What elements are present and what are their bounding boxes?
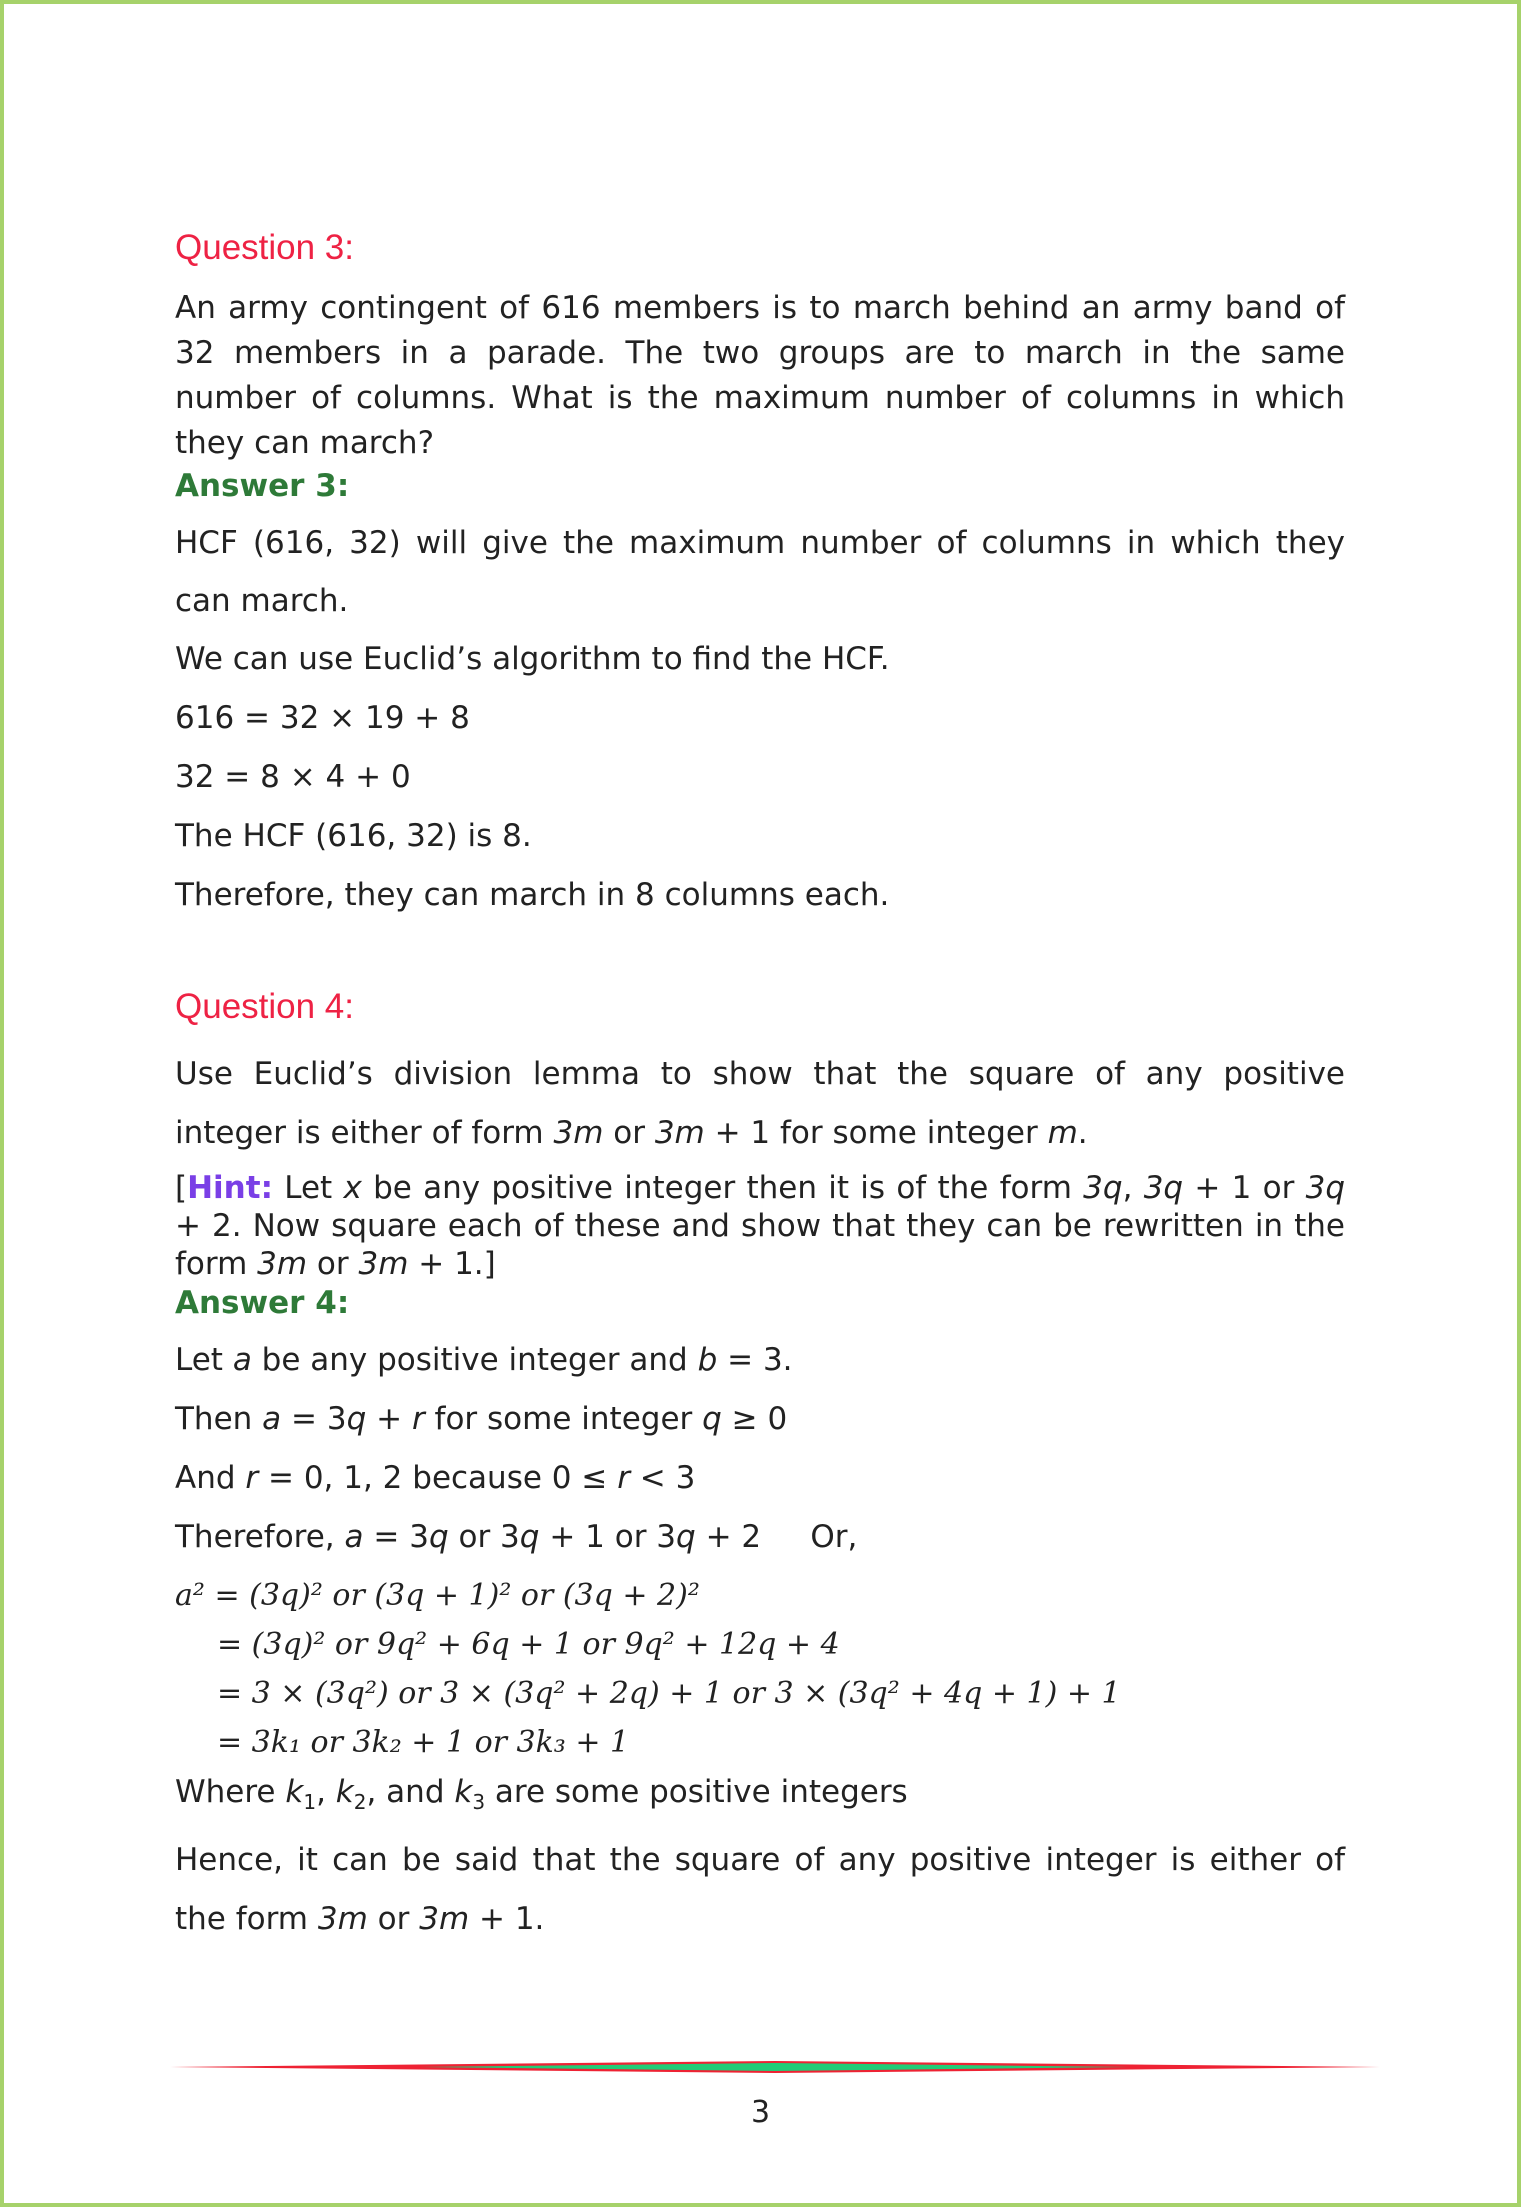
hint-text: [Hint: Let x be any positive integer then it is of the form 3q, 3q + 1 or 3q + 2. Now square each of these and show that they can be rewritten in the form 3m or 3m + 1.] bbox=[175, 1170, 1345, 1282]
math-derivation bbox=[175, 1571, 1345, 1767]
math-line: = (3q)² or 9q² + 6q + 1 or 9q² + 12q + 4 bbox=[217, 1627, 840, 1662]
math-line: = 3 × (3q²) or 3 × (3q² + 2q) + 1 or 3 × (3q² + 4q + 1) + 1 bbox=[217, 1676, 1121, 1711]
answer-4-line: Then a = 3q + r for some integer q ≥ 0 bbox=[175, 1401, 788, 1437]
question-4-heading: Question 4: bbox=[175, 987, 354, 1026]
question-3-heading: Question 3: bbox=[175, 228, 354, 267]
answer-4-line: Therefore, a = 3q or 3q + 1 or 3q + 2 Or, bbox=[175, 1519, 858, 1555]
answer-4-line: Let a be any positive integer and b = 3. bbox=[175, 1342, 793, 1378]
math-line: a² = (3q)² or (3q + 1)² or (3q + 2)² bbox=[175, 1578, 700, 1613]
answer-3-line: HCF (616, 32) will give the maximum number of columns in which they can march. bbox=[175, 525, 1345, 619]
conclusion-text: Hence, it can be said that the square of any positive integer is either of the form 3m or 3m + 1. bbox=[175, 1842, 1345, 1938]
document-content bbox=[175, 222, 1345, 1949]
answer-3-line: 616 = 32 × 19 + 8 bbox=[175, 700, 470, 736]
answer-3-line: Therefore, they can march in 8 columns each. bbox=[175, 877, 890, 913]
footer-divider bbox=[170, 2060, 1380, 2074]
answer-3-line: 32 = 8 × 4 + 0 bbox=[175, 759, 411, 795]
page-number: 3 bbox=[750, 2095, 771, 2130]
where-line: Where $k_1$, $k_2$, and $k_3$ are some positive integers bbox=[175, 1774, 908, 1815]
answer-3-line: We can use Euclid’s algorithm to find the HCF. bbox=[175, 641, 890, 677]
question-3-text: An army contingent of 616 members is to march behind an army band of 32 members in a parade. The two groups are to march in the same number of columns. What is the maximum number of columns in which they can march? bbox=[175, 290, 1345, 461]
question-4-text: Use Euclid’s division lemma to show that the square of any positive integer is either of form 3m or 3m + 1 for some integer m. bbox=[175, 1056, 1345, 1151]
math-line: = 3k₁ or 3k₂ + 1 or 3k₃ + 1 bbox=[217, 1725, 630, 1760]
hint-label: Hint: bbox=[187, 1170, 273, 1206]
answer-4-line: And r = 0, 1, 2 because 0 ≤ r < 3 bbox=[175, 1460, 696, 1496]
answer-3-heading: Answer 3: bbox=[175, 468, 350, 504]
answer-3-line: The HCF (616, 32) is 8. bbox=[175, 818, 532, 854]
answer-4-heading: Answer 4: bbox=[175, 1285, 350, 1321]
